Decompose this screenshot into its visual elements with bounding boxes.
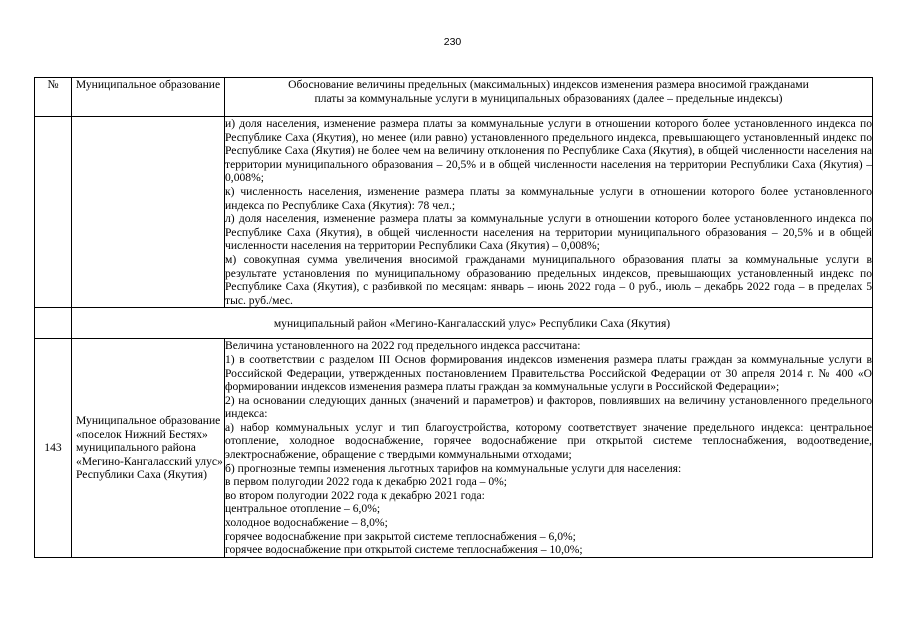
header-municipality: Муниципальное образование (72, 78, 225, 117)
continuation-municipality-cell (72, 117, 225, 308)
row-paragraph: в первом полугодии 2022 года к декабрю 2021 года – 0%; (225, 475, 508, 489)
header-number: № (35, 78, 72, 117)
row-paragraph: горячее водоснабжение при закрытой системе теплоснабжения – 6,0%; (225, 529, 576, 543)
paragraph-k: к) численность населения, изменение размера платы за коммунальные услуги в отношении которого более установленного индекса по Республике Саха (Якутия): 78 чел.; (225, 184, 872, 212)
row-paragraph: горячее водоснабжение при открытой системе теплоснабжения – 10,0%; (225, 543, 583, 557)
section-number-cell (35, 308, 72, 339)
row-paragraph: а) набор коммунальных услуг и тип благоустройства, которому соответствует значение предельного индекса: центральное отопление, холодное водоснабжение, горячее водоснабжение при открытой системе теплоснабжения, водоотведение, электроснабжение, обращение с твердыми коммунальными отходами; (225, 420, 872, 462)
row-justification-text (225, 339, 873, 558)
page-number: 230 (443, 36, 462, 48)
row-paragraph: во втором полугодии 2022 года к декабрю 2021 года: (225, 488, 485, 502)
table-row-143 (35, 339, 873, 558)
table-header-row (35, 78, 873, 117)
header-justification (225, 78, 873, 117)
row-paragraph: центральное отопление – 6,0%; (225, 502, 381, 516)
row-paragraph: б) прогнозные темпы изменения льготных тарифов на коммунальные услуги для населения: (225, 461, 682, 475)
row-paragraph: холодное водоснабжение – 8,0%; (225, 516, 388, 530)
header-justification-line-2: платы за коммунальные услуги в муниципальных образованиях (далее – предельные индексы) (314, 91, 783, 105)
row-number: 143 (35, 339, 72, 558)
paragraph-l: л) доля населения, изменение размера платы за коммунальные услуги в отношении которого более установленного индекса по Республике Саха (Якутия), в общей численности населения на территории муниципального образования – 20,5% и в общей численности населения на территории Республики Саха (Якутия) – 0,008%; (225, 212, 872, 253)
continuation-text-cell (225, 117, 873, 308)
section-title: муниципальный район «Мегино-Кангаласский улус» Республики Саха (Якутия) (72, 308, 873, 339)
section-row (35, 308, 873, 339)
paragraph-i: и) доля населения, изменение размера платы за коммунальные услуги в отношении которого более установленного индекса по Республике Саха (Якутия), но менее (или равно) установленного предельного индекса, превышающего установленный индекс по Республике Саха (Якутия) не более чем на величину отклонения по Республике Саха (Якутия), в общей численности населения на территории муниципального образования – 20,5% и в общей численности населения на территории Республики Саха (Якутия) – 0,008%; (225, 117, 872, 185)
row-paragraph: 1) в соответствии с разделом III Основ формирования индексов изменения размера платы граждан за коммунальные услуги в Российской Федерации, утвержденных постановлением Правительства Российской Федерации от 30 апреля 2014 г. № 400 «О формировании индексов изменения размера платы граждан за коммунальные услуги в Российской Федерации»; (225, 352, 872, 394)
table-row-continuation (35, 117, 873, 308)
paragraph-m: м) совокупная сумма увеличения вносимой гражданами муниципального образования платы за коммунальные услуги в результате установления по муниципальному образованию предельных индексов, превышающих установленный индекс по Республике Саха (Якутия), с разбивкой по месяцам: январь – июнь 2022 года – 0 руб., июль – декабрь 2022 года – в пределах 5 тыс. руб./мес. (225, 252, 872, 307)
row-municipality: Муниципальное образование «поселок Нижний Бестях» муниципального района «Мегино-Кангаласский улус» Республики Саха (Якутия) (72, 339, 225, 558)
row-paragraph: Величина установленного на 2022 год предельного индекса рассчитана: (225, 339, 581, 353)
municipal-index-table (34, 77, 873, 558)
header-justification-line-1: Обоснование величины предельных (максимальных) индексов изменения размера вносимой гражданами (288, 78, 809, 91)
row-paragraph: 2) на основании следующих данных (значений и параметров) и факторов, повлиявших на величину установленного предельного индекса: (225, 393, 872, 421)
continuation-number-cell (35, 117, 72, 308)
